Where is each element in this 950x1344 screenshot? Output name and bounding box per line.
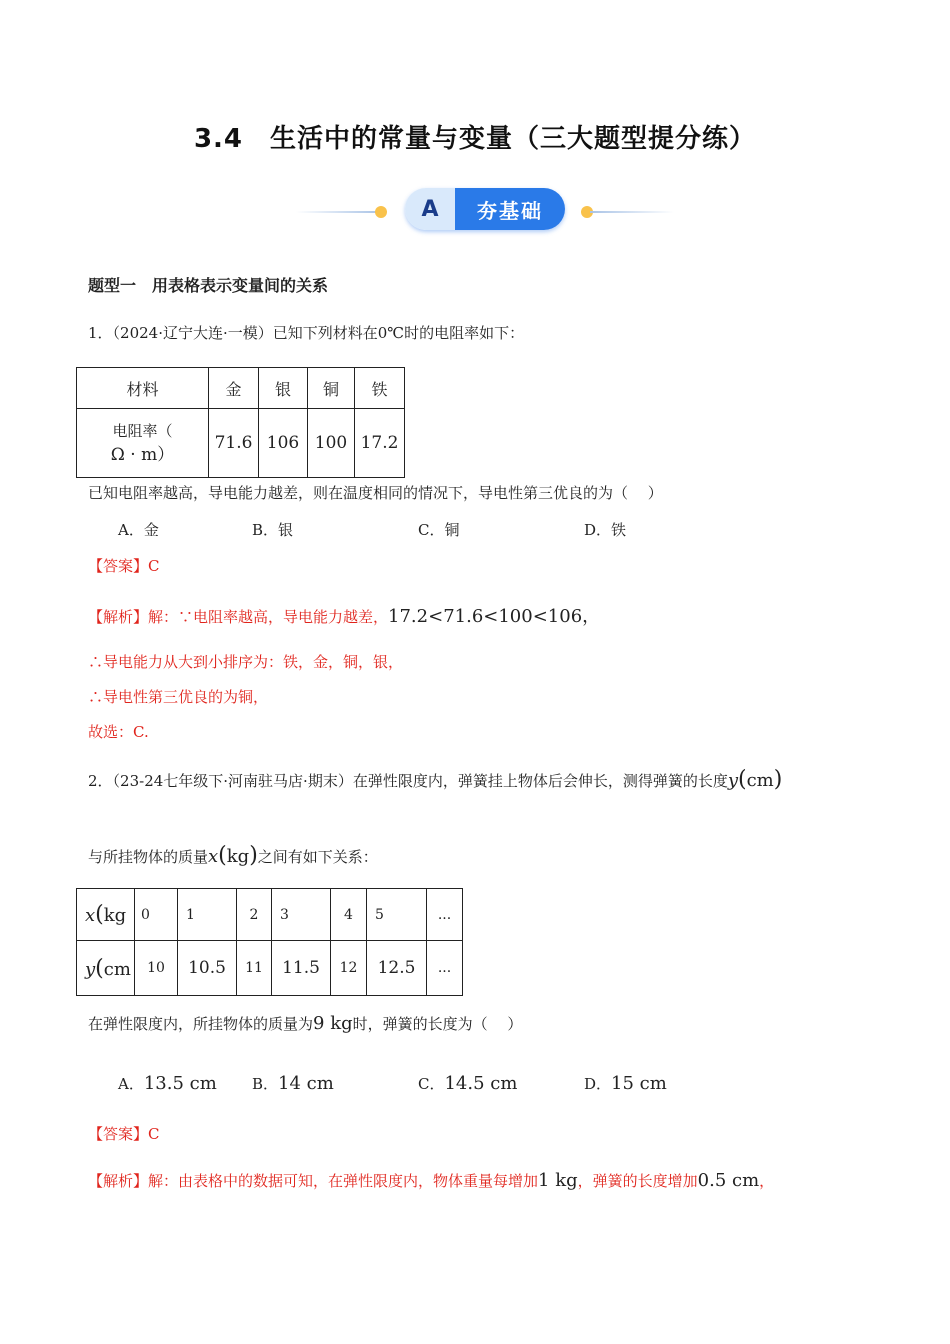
q2-y-cell: 10.5 bbox=[178, 941, 237, 996]
q2-x-cell: 2 bbox=[237, 889, 272, 941]
q2-analysis-math2: 0.5 cm bbox=[697, 1170, 760, 1191]
q1-analysis-line1 bbox=[88, 602, 600, 628]
q1-analysis-line3: ∴导电性第三优良的为铜， bbox=[88, 688, 269, 706]
q1-header-cell: 铁 bbox=[355, 368, 405, 409]
q2-stem2-unit: kg bbox=[226, 846, 250, 867]
q2-x-cell: 0 bbox=[135, 889, 178, 941]
q2-stem-var: y bbox=[727, 770, 738, 791]
q1-header-cell: 材料 bbox=[77, 368, 209, 409]
badge-line-right bbox=[590, 211, 674, 213]
q2-option-b bbox=[252, 1073, 334, 1094]
q1-row-label-line1: 电阻率（ bbox=[112, 422, 173, 440]
q2-x-label-var: x bbox=[85, 905, 96, 926]
q2-x-cell: 4 bbox=[331, 889, 367, 941]
q2-stem-text: 2．（23-24七年级下·河南驻马店·期末）在弹性限度内，弹簧挂上物体后会伸长，测得弹簧的长度 bbox=[88, 772, 728, 790]
q1-value-cell: 71.6 bbox=[209, 409, 259, 478]
q2-analysis-end: ， bbox=[759, 1172, 775, 1190]
q2-y-cell: 11 bbox=[237, 941, 272, 996]
q2-option-a bbox=[118, 1073, 217, 1094]
q2-option-d-label: D． bbox=[584, 1075, 612, 1093]
q1-option-a: A．金 bbox=[118, 521, 159, 539]
q1-stem: 1．（2024·辽宁大连·一模）已知下列材料在0℃时的电阻率如下： bbox=[88, 324, 525, 342]
q2-analysis-math1: 1 kg bbox=[538, 1170, 578, 1191]
q2-option-c-value: 14.5 cm bbox=[444, 1073, 518, 1094]
q1-value-cell: 17.2 bbox=[355, 409, 405, 478]
q1-analysis-math: 17.2<71.6<100<106， bbox=[388, 606, 601, 627]
q2-option-a-value: 13.5 cm bbox=[143, 1073, 217, 1094]
q2-stem2-var: x bbox=[208, 846, 219, 867]
q2-x-label-unit: kg bbox=[103, 905, 127, 926]
badge-line-left bbox=[296, 211, 380, 213]
badge-label: 夯基础 bbox=[455, 188, 565, 230]
section-badge bbox=[405, 188, 565, 230]
q1-analysis-line2: ∴导电能力从大到小排序为：铁，金，铜，银， bbox=[88, 653, 404, 671]
badge-letter: A bbox=[405, 188, 455, 230]
q2-analysis-mid: ，弹簧的长度增加 bbox=[577, 1172, 698, 1190]
q2-after-b: 时，弹簧的长度为（ ） bbox=[352, 1015, 523, 1033]
q1-row-label bbox=[77, 409, 209, 478]
q1-answer: 【答案】C bbox=[88, 557, 160, 575]
q1-analysis-line4: 故选：C. bbox=[88, 723, 149, 741]
q2-after-text bbox=[88, 1013, 522, 1034]
q1-table bbox=[76, 367, 405, 478]
q2-option-b-value: 14 cm bbox=[278, 1073, 334, 1094]
q2-y-cell: 12.5 bbox=[367, 941, 427, 996]
q1-header-cell: 铜 bbox=[308, 368, 355, 409]
q1-analysis-text: 解：∵电阻率越高，导电能力越差， bbox=[148, 608, 389, 626]
q1-row-label-line2: Ω · m） bbox=[110, 445, 175, 465]
page-title: 3.4 生活中的常量与变量（三大题型提分练） bbox=[193, 124, 757, 154]
q2-x-cell: 1 bbox=[178, 889, 237, 941]
q1-header-cell: 金 bbox=[209, 368, 259, 409]
q2-x-cell: 5 bbox=[367, 889, 427, 941]
q2-stem-unit: cm bbox=[746, 770, 774, 791]
q1-after-text: 已知电阻率越高，导电能力越差，则在温度相同的情况下，导电性第三优良的为（ ） bbox=[88, 484, 663, 502]
q2-option-d-value: 15 cm bbox=[611, 1073, 667, 1094]
q2-option-d bbox=[584, 1073, 667, 1094]
q2-y-cell: 12 bbox=[331, 941, 367, 996]
section-heading: 题型一 用表格表示变量间的关系 bbox=[88, 276, 329, 295]
q2-answer: 【答案】C bbox=[88, 1125, 160, 1143]
q2-y-label: y(cm bbox=[77, 941, 135, 996]
q1-option-b: B．银 bbox=[252, 521, 294, 539]
q2-after-math: 9 kg bbox=[313, 1013, 353, 1034]
q2-option-b-label: B． bbox=[252, 1075, 279, 1093]
q2-option-c bbox=[418, 1073, 517, 1094]
badge-dot-left bbox=[375, 206, 387, 218]
q2-analysis-tag: 【解析】 bbox=[88, 1172, 149, 1190]
q2-x-cell: 3 bbox=[272, 889, 331, 941]
q2-table bbox=[76, 888, 463, 996]
q1-value-cell: 100 bbox=[308, 409, 355, 478]
q1-analysis-tag: 【解析】 bbox=[88, 608, 149, 626]
q2-after-a: 在弹性限度内，所挂物体的质量为 bbox=[88, 1015, 314, 1033]
q2-option-a-label: A． bbox=[118, 1075, 144, 1093]
q2-stem2: 与所挂物体的质量x(kg)之间有如下关系： bbox=[88, 843, 378, 868]
q2-x-label: x(kg bbox=[77, 889, 135, 941]
q2-y-cell: 10 bbox=[135, 941, 178, 996]
q1-header-cell: 银 bbox=[259, 368, 308, 409]
q2-y-label-unit: cm bbox=[103, 958, 131, 980]
q2-y-cell: 11.5 bbox=[272, 941, 331, 996]
q1-value-cell: 106 bbox=[259, 409, 308, 478]
q1-option-d: D．铁 bbox=[584, 521, 627, 539]
q2-y-label-var: y bbox=[85, 958, 96, 980]
q2-stem2-end: 之间有如下关系： bbox=[257, 848, 378, 866]
q2-option-c-label: C． bbox=[418, 1075, 445, 1093]
q2-y-cell: ... bbox=[427, 941, 463, 996]
q2-analysis-line1 bbox=[88, 1170, 774, 1191]
q2-analysis-text: 解：由表格中的数据可知，在弹性限度内，物体重量每增加 bbox=[148, 1172, 539, 1190]
q1-option-c: C．铜 bbox=[418, 521, 460, 539]
q2-stem: 2．（23-24七年级下·河南驻马店·期末）在弹性限度内，弹簧挂上物体后会伸长，测得弹簧的长度y(cm) bbox=[88, 767, 783, 792]
q2-x-cell: ... bbox=[427, 889, 463, 941]
q2-stem2-text: 与所挂物体的质量 bbox=[88, 848, 209, 866]
